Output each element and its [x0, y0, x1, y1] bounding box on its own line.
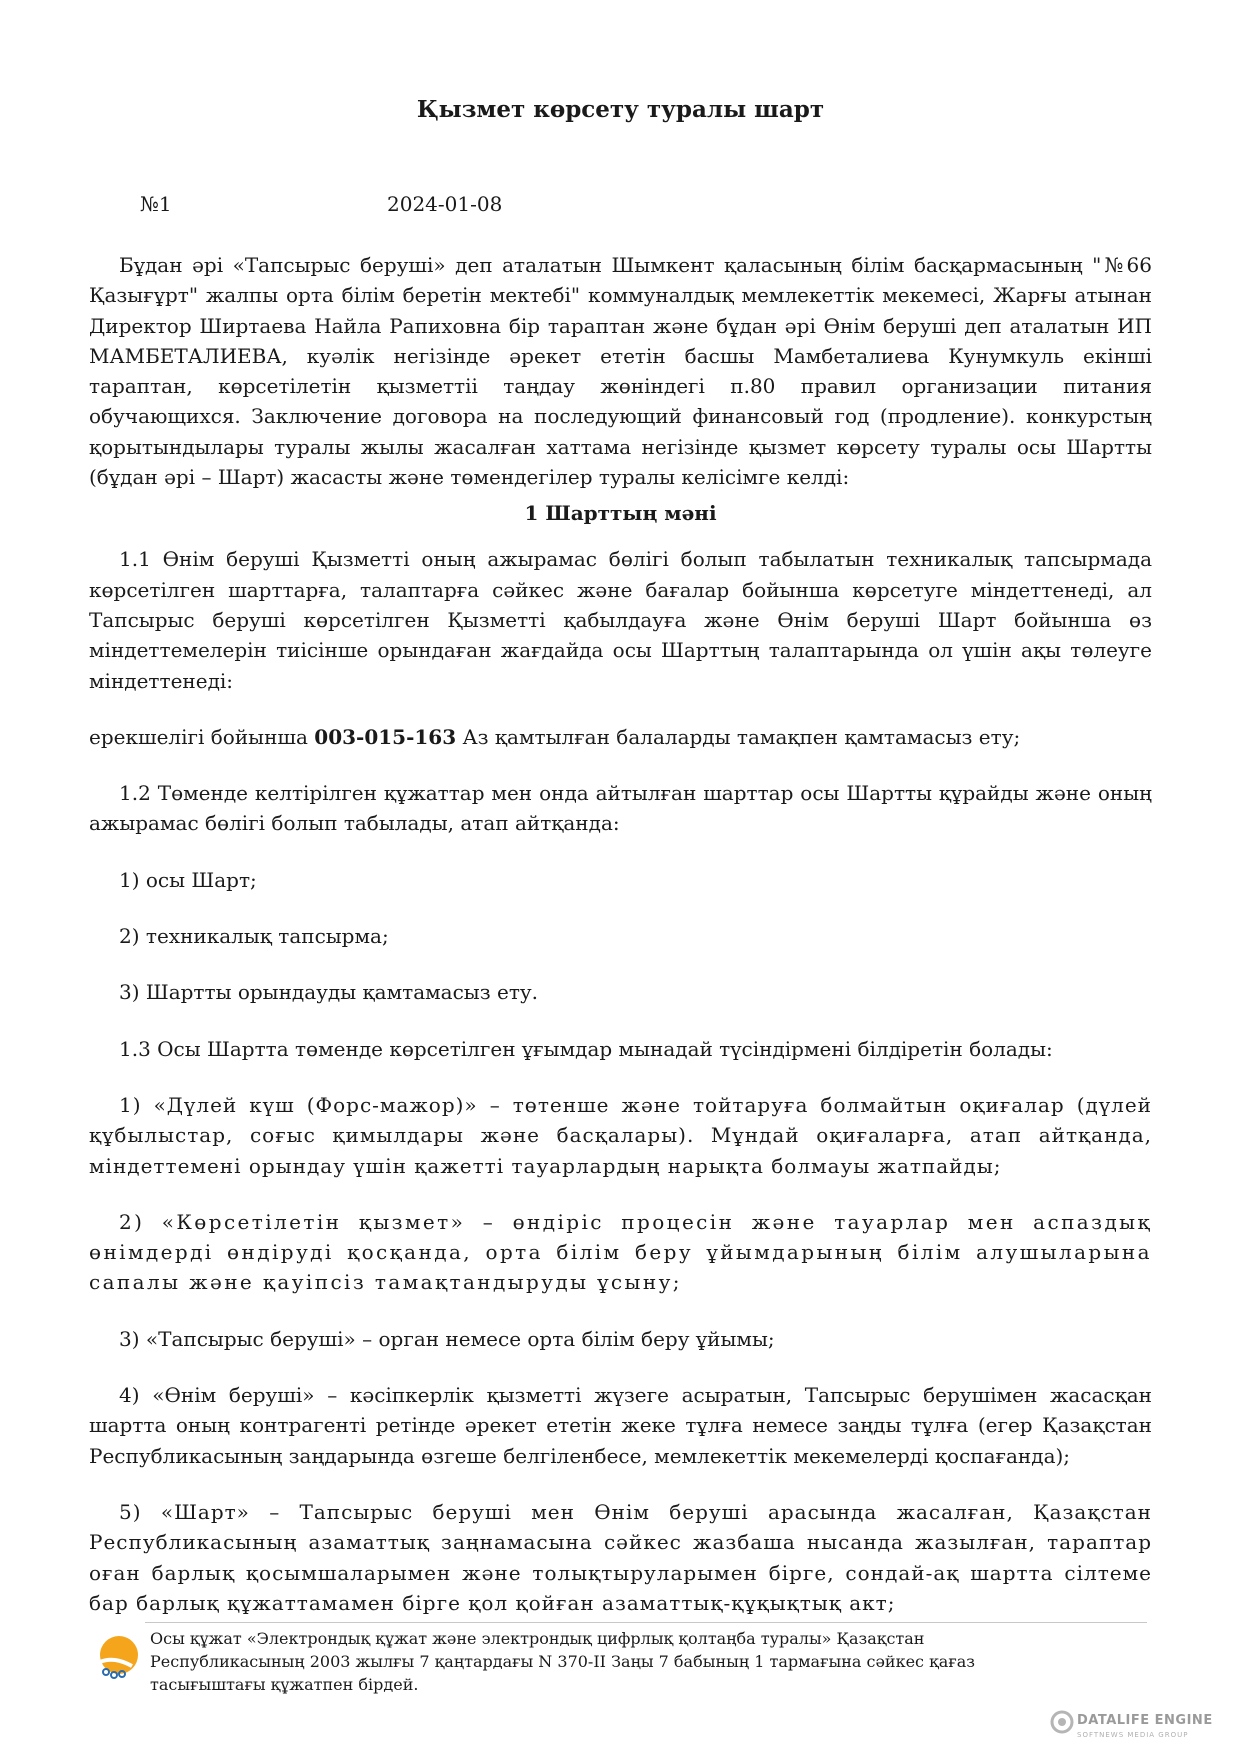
clause-1-3: 1.3 Осы Шартта төменде көрсетілген ұғымдар мынадай түсіндірмені білдіретін болады: — [119, 1036, 1053, 1061]
intro-paragraph: Бұдан әрі «Тапсырыс беруші» деп аталатын Шымкент қаласының білім басқармасының "№66 Қазығұрт" жалпы орта білім беретін мектебі" коммуналдық мемлекеттік мекемесі, Жарғы атынан Директор Ширтаева Найла Рапиховна бір тараптан және бұдан әрі Өнім беруші деп аталатын ИП МАМБЕТАЛИЕВА, куәлік негізінде әрекет ететін басшы Мамбеталиева Кунумкуль екінші тараптан, көрсетілетін қызметтіі таңдау жөніндегі п.80 правил организации питания обучающихся. Заключение договора на последующий финансовый год (продление). конкурстың қорытындылары туралы жылы жасалған хаттама негізінде қызмет көрсету туралы осы Шартты (бұдан әрі – Шарт) жасасты және төмендегілер туралы келісімге келді: — [89, 253, 1152, 490]
watermark-name: DATALIFE ENGINE — [1077, 1713, 1213, 1728]
clause-1-1: 1.1 Өнім беруші Қызметті оның ажырамас бөлігі болып табылатын техникалық тапсырмада көрсетілген шарттарға, талаптарға сәйкес және бағалар бойынша көрсетуге міндеттенеді, ал Тапсырыс беруші көрсетілген Қызметті қабылдауға және Өнім беруші Шарт бойынша өз міндеттемелерін тиісінше орындаған жағдайда осы Шарттың талаптарында ол үшін ақы төлеуге міндеттенеді: — [89, 547, 1152, 693]
definition-item: 4) «Өнім беруші» – кәсіпкерлік қызметті жүзеге асыратын, Тапсырыс берушімен жасасқан шартта оның контрагенті ретінде әрекет ететін жеке тұлға немесе заңды тұлға (егер Қазақстан Республикасының заңдарында өзгеше белгіленбесе, мемлекеттік мекемелерді қоспағанда); — [89, 1383, 1152, 1468]
edoc-logo-icon — [92, 1632, 142, 1682]
specification-line — [89, 722, 1152, 752]
specification-code: 003-015-163 — [314, 724, 457, 749]
definition-item: 3) «Тапсырыс беруші» – орган немесе орта білім беру ұйымы; — [119, 1326, 775, 1351]
footer-legal-note: Осы құжат «Электрондық құжат және электрондық цифрлық қолтаңба туралы» Қазақстан Республикасының 2003 жылғы 7 қаңтардағы N 370-II Заңы 7 бабының 1 тармағына сәйкес қағаз тасығыштағы құжатпен бірдей. — [150, 1629, 975, 1694]
document-body — [89, 250, 1152, 1618]
contract-number: №1 — [140, 192, 172, 216]
specification-text: Аз қамтылған балаларды тамақпен қамтамасыз ету; — [456, 724, 1021, 749]
list-item: 3) Шартты орындауды қамтамасыз ету. — [119, 980, 539, 1005]
document-title: Қызмет көрсету туралы шарт — [416, 96, 825, 123]
definition-item: 1) «Дүлей күш (Форс-мажор)» – төтенше және тойтаруға болмайтын оқиғалар (дүлей құбылыстар, соғыс қимылдары және басқалары). Мұндай оқиғаларға, атап айтқанда, міндеттемені орындау үшін қажетті тауарлардың нарықта болмауы жатпайды; — [89, 1092, 1152, 1178]
definition-item: 2) «Көрсетілетін қызмет» – өндіріс процесін және тауарлар мен аспаздық өнімдерді өндіруді қосқанда, орта білім беру ұйымдарының білім алушыларына сапалы және қауіпсіз тамақтандыруды ұсыну; — [89, 1209, 1152, 1295]
watermark-subtitle: SOFTNEWS MEDIA GROUP — [1077, 1731, 1189, 1739]
definition-item: 5) «Шарт» – Тапсырыс беруші мен Өнім беруші арасында жасалған, Қазақстан Республикасының азаматтық заңнамасына сәйкес жазбаша нысанда жазылған, тараптар оған барлық қосымшаларымен және толықтыруларымен бірге, сондай-ақ шартта сілтеме бар барлық құжаттамамен бірге қол қойған азаматтық-құқықтық акт; — [89, 1499, 1152, 1615]
footer-divider — [145, 1622, 1147, 1623]
clause-1-2: 1.2 Төменде келтірілген құжаттар мен онда айтылған шарттар осы Шартты құрайды және оның ажырамас бөлігі болып табылады, атап айтқанда: — [89, 781, 1152, 836]
list-item: 2) техникалық тапсырма; — [119, 924, 389, 949]
list-item: 1) осы Шарт; — [119, 867, 257, 892]
section-heading: 1 Шарттың мәні — [524, 501, 717, 526]
contract-date: 2024-01-08 — [387, 192, 503, 216]
specification-prefix: ерекшелігі бойынша — [89, 724, 315, 749]
